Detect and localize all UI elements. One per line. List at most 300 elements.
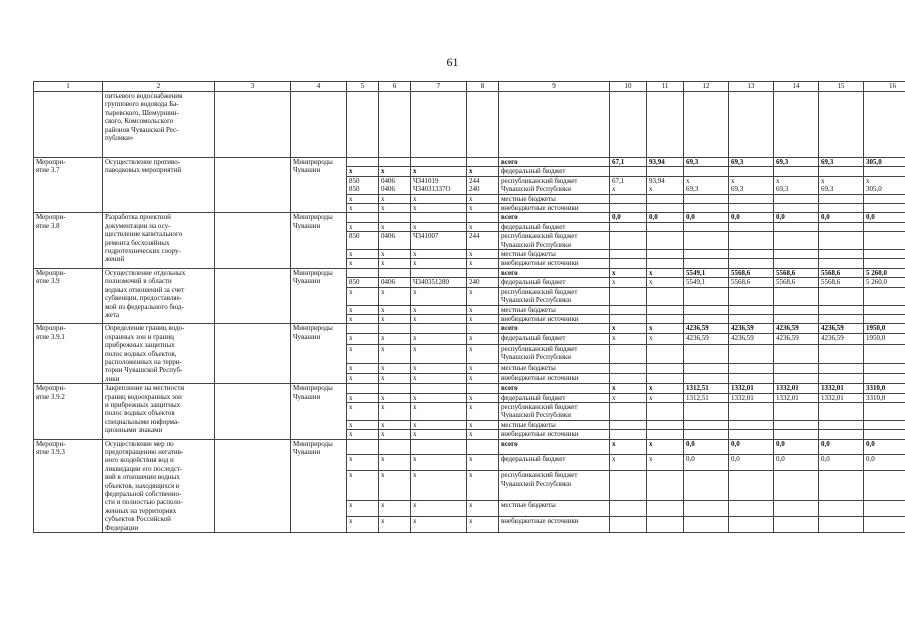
executor-cell: Минприроды Чувашии — [291, 158, 347, 213]
empty-cell — [684, 92, 729, 158]
amount-cell: x 305,0 — [864, 176, 905, 194]
grbs-code-cell: x — [347, 259, 379, 268]
target-article-cell: x — [411, 250, 467, 259]
funding-source-cell: всего — [499, 384, 610, 393]
funding-source-cell: федеральный бюджет — [499, 167, 610, 176]
amount-cell — [774, 517, 819, 533]
expense-type-cell: x — [467, 393, 499, 402]
target-article-cell: Ч341019 Ч34031337О — [411, 176, 467, 194]
executor-cell: Минприроды Чувашии — [291, 384, 347, 439]
target-article-cell: Ч340351280 — [411, 278, 467, 287]
amount-cell — [864, 363, 905, 373]
amount-cell — [610, 232, 647, 250]
column-number: 11 — [647, 82, 684, 92]
amount-cell: 5549,1 — [684, 278, 729, 287]
grbs-code-cell: x — [347, 501, 379, 517]
section-code-cell: 0406 — [379, 278, 411, 287]
amount-cell — [610, 167, 647, 176]
amount-cell — [864, 222, 905, 231]
grbs-code-cell — [347, 268, 379, 277]
activity-name-cell: Осуществление отдельных полномочий в области водных отношений за счет субвенции, предоставляе- мой из федерального бюд- жета — [103, 268, 215, 323]
amount-cell — [774, 471, 819, 501]
amount-cell: 1332,01 — [819, 393, 864, 402]
target-article-cell: x — [411, 402, 467, 420]
expense-type-cell: x — [467, 373, 499, 383]
grbs-code-cell: x — [347, 363, 379, 373]
amount-cell: 4236,59 — [819, 334, 864, 344]
expense-type-cell: x — [467, 334, 499, 344]
amount-cell: 0,0 — [774, 455, 819, 471]
amount-cell — [819, 471, 864, 501]
amount-cell — [684, 420, 729, 429]
grbs-code-cell: x — [347, 305, 379, 314]
empty-cell — [610, 92, 647, 158]
expense-type-cell: x — [467, 222, 499, 231]
amount-cell — [729, 194, 774, 203]
amount-cell — [610, 222, 647, 231]
amount-cell — [610, 517, 647, 533]
amount-cell — [647, 305, 684, 314]
expense-type-cell: x — [467, 314, 499, 323]
target-article-cell — [411, 268, 467, 277]
budget-table — [33, 81, 905, 533]
empty-cell — [499, 92, 610, 158]
amount-cell — [684, 430, 729, 439]
section-code-cell: x — [379, 287, 411, 305]
amount-cell — [774, 420, 819, 429]
empty-cell — [291, 92, 347, 158]
amount-cell — [684, 287, 729, 305]
amount-cell: 4236,59 — [774, 334, 819, 344]
column-number: 8 — [467, 82, 499, 92]
section-code-cell: x — [379, 344, 411, 363]
amount-cell — [684, 402, 729, 420]
column-number: 13 — [729, 82, 774, 92]
expense-type-cell — [467, 213, 499, 222]
amount-cell: 1332,01 — [729, 393, 774, 402]
grbs-code-cell: x — [347, 420, 379, 429]
amount-cell: x — [647, 455, 684, 471]
amount-cell: 5 260,0 — [864, 268, 905, 277]
section-code-cell: x — [379, 204, 411, 213]
target-article-cell — [411, 324, 467, 334]
section-code-cell — [379, 324, 411, 334]
funding-source-cell: всего — [499, 324, 610, 334]
section-code-cell — [379, 213, 411, 222]
amount-cell: 0,0 — [864, 455, 905, 471]
amount-cell: 0,0 — [729, 213, 774, 222]
column-number: 4 — [291, 82, 347, 92]
amount-cell: x — [647, 324, 684, 334]
amount-cell: x — [647, 393, 684, 402]
amount-cell — [819, 204, 864, 213]
amount-cell — [774, 314, 819, 323]
amount-cell: 0,0 — [819, 439, 864, 455]
section-code-cell — [379, 439, 411, 455]
amount-cell — [864, 287, 905, 305]
amount-cell — [729, 430, 774, 439]
amount-cell — [864, 471, 905, 501]
amount-cell — [819, 305, 864, 314]
amount-cell — [610, 430, 647, 439]
target-article-cell: x — [411, 334, 467, 344]
empty-cell — [864, 92, 905, 158]
amount-cell — [647, 420, 684, 429]
amount-cell: 0,0 — [729, 439, 774, 455]
amount-cell — [774, 194, 819, 203]
expense-type-cell: x — [467, 455, 499, 471]
amount-cell: 93,94 x — [647, 176, 684, 194]
empty-cell — [379, 92, 411, 158]
empty-cell — [774, 92, 819, 158]
target-article-cell: x — [411, 167, 467, 176]
target-article-cell: x — [411, 455, 467, 471]
amount-cell — [729, 305, 774, 314]
amount-cell: x — [610, 455, 647, 471]
expense-type-cell: x — [467, 430, 499, 439]
amount-cell — [864, 344, 905, 363]
amount-cell: 1332,01 — [774, 384, 819, 393]
budget-row — [34, 158, 905, 167]
amount-cell: 0,0 — [774, 439, 819, 455]
funding-source-cell: республиканский бюджет Чувашской Республики — [499, 232, 610, 250]
amount-cell — [647, 373, 684, 383]
amount-cell — [729, 344, 774, 363]
target-article-cell: x — [411, 259, 467, 268]
section-code-cell: x — [379, 363, 411, 373]
funding-source-cell: федеральный бюджет — [499, 278, 610, 287]
funding-source-cell: местные бюджеты — [499, 501, 610, 517]
amount-cell: 67,1 x — [610, 176, 647, 194]
amount-cell — [819, 250, 864, 259]
amount-cell — [610, 501, 647, 517]
expense-type-cell: 244 240 — [467, 176, 499, 194]
amount-cell: 5568,6 — [774, 278, 819, 287]
page-number: 61 — [446, 55, 459, 69]
section-code-cell: x — [379, 334, 411, 344]
grbs-code-cell: x — [347, 430, 379, 439]
grbs-code-cell: x — [347, 517, 379, 533]
amount-cell: x — [647, 334, 684, 344]
amount-cell — [864, 194, 905, 203]
funding-source-cell: внебюджетные источники — [499, 259, 610, 268]
amount-cell: x — [610, 278, 647, 287]
expense-type-cell: x — [467, 259, 499, 268]
executor-cell: Минприроды Чувашии — [291, 439, 347, 532]
amount-cell: 4236,59 — [684, 334, 729, 344]
grbs-code-cell: x — [347, 250, 379, 259]
expense-type-cell: 244 — [467, 232, 499, 250]
amount-cell: 1312,51 — [684, 393, 729, 402]
amount-cell — [774, 402, 819, 420]
funding-source-cell: всего — [499, 158, 610, 167]
amount-cell — [729, 363, 774, 373]
amount-cell — [647, 402, 684, 420]
grbs-code-cell: x — [347, 334, 379, 344]
grbs-code-cell: x — [347, 393, 379, 402]
amount-cell: 4236,59 — [729, 324, 774, 334]
section-code-cell: x — [379, 314, 411, 323]
amount-cell — [610, 373, 647, 383]
amount-cell — [819, 259, 864, 268]
funding-source-cell: федеральный бюджет — [499, 334, 610, 344]
code-cell — [34, 92, 103, 158]
expense-type-cell: x — [467, 305, 499, 314]
amount-cell — [647, 471, 684, 501]
expense-type-cell: x — [467, 501, 499, 517]
grbs-code-cell: 850 — [347, 278, 379, 287]
funding-source-cell: местные бюджеты — [499, 250, 610, 259]
empty-cell — [819, 92, 864, 158]
target-article-cell: x — [411, 373, 467, 383]
amount-cell: x — [647, 278, 684, 287]
amount-cell — [684, 232, 729, 250]
section-code-cell: x — [379, 167, 411, 176]
grbs-code-cell: 850 850 — [347, 176, 379, 194]
expense-type-cell: x — [467, 363, 499, 373]
column-number: 10 — [610, 82, 647, 92]
amount-cell — [647, 363, 684, 373]
grbs-code-cell: x — [347, 194, 379, 203]
amount-cell — [610, 287, 647, 305]
funding-source-cell: всего — [499, 439, 610, 455]
amount-cell — [684, 167, 729, 176]
amount-cell — [774, 232, 819, 250]
amount-cell — [819, 363, 864, 373]
grbs-code-cell: x — [347, 287, 379, 305]
section-code-cell: x — [379, 259, 411, 268]
amount-cell — [819, 222, 864, 231]
amount-cell — [647, 204, 684, 213]
funding-source-cell: внебюджетные источники — [499, 430, 610, 439]
amount-cell: 5568,6 — [819, 278, 864, 287]
target-article-cell: x — [411, 222, 467, 231]
column-number: 7 — [411, 82, 467, 92]
amount-cell — [774, 344, 819, 363]
executor-cell: Минприроды Чувашии — [291, 324, 347, 384]
expense-type-cell — [467, 439, 499, 455]
amount-cell — [684, 517, 729, 533]
funding-source-cell: местные бюджеты — [499, 305, 610, 314]
amount-cell — [647, 344, 684, 363]
amount-cell: 0,0 — [864, 213, 905, 222]
amount-cell — [729, 501, 774, 517]
amount-cell — [610, 204, 647, 213]
amount-cell: x — [610, 268, 647, 277]
amount-cell: 69,3 — [729, 158, 774, 167]
expense-type-cell — [467, 158, 499, 167]
amount-cell — [647, 232, 684, 250]
amount-cell: 1332,01 — [729, 384, 774, 393]
target-article-cell: x — [411, 517, 467, 533]
amount-cell: 69,3 — [819, 158, 864, 167]
amount-cell — [647, 194, 684, 203]
amount-cell — [610, 471, 647, 501]
expense-type-cell: x — [467, 167, 499, 176]
amount-cell: 0,0 — [647, 213, 684, 222]
activity-code-cell: Меропри- ятие 3.9 — [34, 268, 103, 323]
amount-cell — [729, 250, 774, 259]
expense-type-cell — [467, 324, 499, 334]
grbs-code-cell — [347, 439, 379, 455]
expense-type-cell: x — [467, 250, 499, 259]
executor-cell: Минприроды Чувашии — [291, 268, 347, 323]
amount-cell — [610, 363, 647, 373]
amount-cell — [729, 232, 774, 250]
amount-cell — [729, 402, 774, 420]
amount-cell: x 69,3 — [729, 176, 774, 194]
amount-cell — [819, 167, 864, 176]
expense-type-cell: x — [467, 287, 499, 305]
column-number: 3 — [215, 82, 291, 92]
amount-cell: 69,3 — [684, 158, 729, 167]
amount-cell — [610, 344, 647, 363]
amount-cell: x — [610, 384, 647, 393]
target-article-cell — [411, 213, 467, 222]
empty-cell — [729, 92, 774, 158]
amount-cell: 0,0 — [864, 439, 905, 455]
amount-cell — [729, 167, 774, 176]
amount-cell: 0,0 — [684, 213, 729, 222]
amount-cell — [774, 259, 819, 268]
carry-over-row — [34, 92, 905, 158]
amount-cell: 5 260,0 — [864, 278, 905, 287]
section-code-cell — [379, 158, 411, 167]
amount-cell: 1312,51 — [684, 384, 729, 393]
target-article-cell: x — [411, 287, 467, 305]
grbs-code-cell: x — [347, 344, 379, 363]
grbs-code-cell — [347, 158, 379, 167]
funding-source-cell: внебюджетные источники — [499, 314, 610, 323]
amount-cell: 1950,0 — [864, 334, 905, 344]
target-article-cell: x — [411, 194, 467, 203]
activity-name-cell: Осуществление мер по предотвращению негатив- ного воздействия вод и ликвидации его последст- вий в отношении водных объектов, находящихся в федеральной собственно- сти и полностью располо- женных на территориях субъектов Российской Федерации — [103, 439, 215, 532]
grbs-code-cell: x — [347, 167, 379, 176]
amount-cell — [819, 430, 864, 439]
grbs-code-cell: x — [347, 455, 379, 471]
amount-cell: x 69,3 — [819, 176, 864, 194]
amount-cell — [774, 430, 819, 439]
amount-cell — [774, 167, 819, 176]
amount-cell — [647, 501, 684, 517]
amount-cell — [684, 314, 729, 323]
name-cell: питьевого водоснабжения группового водовода Ба- тыревского, Шемуршин- ского, Комсомольского районов Чувашской Рес- публики» — [103, 92, 215, 158]
amount-cell: 4236,59 — [729, 334, 774, 344]
amount-cell: 3310,0 — [864, 393, 905, 402]
amount-cell: 5568,6 — [729, 278, 774, 287]
amount-cell — [647, 250, 684, 259]
amount-cell — [610, 402, 647, 420]
funding-source-cell: внебюджетные источники — [499, 517, 610, 533]
amount-cell: 0,0 — [819, 455, 864, 471]
grbs-code-cell: x — [347, 471, 379, 501]
activity-code-cell: Меропри- ятие 3.7 — [34, 158, 103, 213]
funding-source-cell: внебюджетные источники — [499, 373, 610, 383]
amount-cell — [647, 287, 684, 305]
budget-row — [34, 384, 905, 393]
section-code-cell: x — [379, 471, 411, 501]
amount-cell — [819, 194, 864, 203]
amount-cell — [819, 402, 864, 420]
section-code-cell: x — [379, 402, 411, 420]
amount-cell — [819, 420, 864, 429]
amount-cell — [684, 344, 729, 363]
amount-cell — [864, 204, 905, 213]
executor-cell: Минприроды Чувашии — [291, 213, 347, 268]
amount-cell — [647, 259, 684, 268]
amount-cell — [864, 430, 905, 439]
amount-cell: 0,0 — [819, 213, 864, 222]
expense-type-cell: x — [467, 194, 499, 203]
amount-cell: 69,3 — [774, 158, 819, 167]
amount-cell — [774, 373, 819, 383]
grbs-code-cell: 850 — [347, 232, 379, 250]
grbs-code-cell — [347, 384, 379, 393]
amount-cell: 4236,59 — [684, 324, 729, 334]
amount-cell — [610, 305, 647, 314]
amount-cell — [774, 363, 819, 373]
column-number: 16 — [864, 82, 905, 92]
section-code-cell: 0406 0406 — [379, 176, 411, 194]
section-code-cell: x — [379, 222, 411, 231]
expense-type-cell: x — [467, 471, 499, 501]
amount-cell — [610, 420, 647, 429]
target-article-cell: x — [411, 430, 467, 439]
section-code-cell: x — [379, 455, 411, 471]
empty-cell — [215, 268, 291, 323]
budget-row — [34, 268, 905, 277]
activity-name-cell: Определение границ водо- охранных зон и границ прибрежных защитных полос водных объектов, расположенных на терри- тории Чувашской Респуб- лики — [103, 324, 215, 384]
target-article-cell: x — [411, 393, 467, 402]
funding-source-cell: республиканский бюджет Чувашской Республики — [499, 402, 610, 420]
amount-cell — [729, 204, 774, 213]
empty-cell — [215, 439, 291, 532]
amount-cell — [864, 501, 905, 517]
amount-cell — [729, 314, 774, 323]
amount-cell — [864, 420, 905, 429]
amount-cell — [774, 222, 819, 231]
section-code-cell: x — [379, 250, 411, 259]
target-article-cell: x — [411, 501, 467, 517]
amount-cell: 1332,01 — [819, 384, 864, 393]
amount-cell — [610, 314, 647, 323]
amount-cell — [819, 373, 864, 383]
amount-cell — [647, 167, 684, 176]
funding-source-cell: федеральный бюджет — [499, 222, 610, 231]
target-article-cell: Ч341007 — [411, 232, 467, 250]
funding-source-cell: местные бюджеты — [499, 420, 610, 429]
activity-name-cell: Разработка проектной документации на осу- ществление капитального ремонта бесхозяйных гидротехнических соору- жений — [103, 213, 215, 268]
amount-cell — [819, 287, 864, 305]
grbs-code-cell — [347, 324, 379, 334]
expense-type-cell: 240 — [467, 278, 499, 287]
amount-cell — [729, 287, 774, 305]
budget-row — [34, 439, 905, 455]
amount-cell — [647, 517, 684, 533]
amount-cell — [819, 517, 864, 533]
funding-source-cell: федеральный бюджет — [499, 455, 610, 471]
amount-cell — [684, 501, 729, 517]
expense-type-cell — [467, 268, 499, 277]
target-article-cell — [411, 439, 467, 455]
amount-cell — [864, 373, 905, 383]
amount-cell — [864, 259, 905, 268]
amount-cell: 0,0 — [729, 455, 774, 471]
amount-cell: 4236,59 — [819, 324, 864, 334]
amount-cell — [864, 517, 905, 533]
funding-source-cell: местные бюджеты — [499, 194, 610, 203]
amount-cell — [647, 314, 684, 323]
